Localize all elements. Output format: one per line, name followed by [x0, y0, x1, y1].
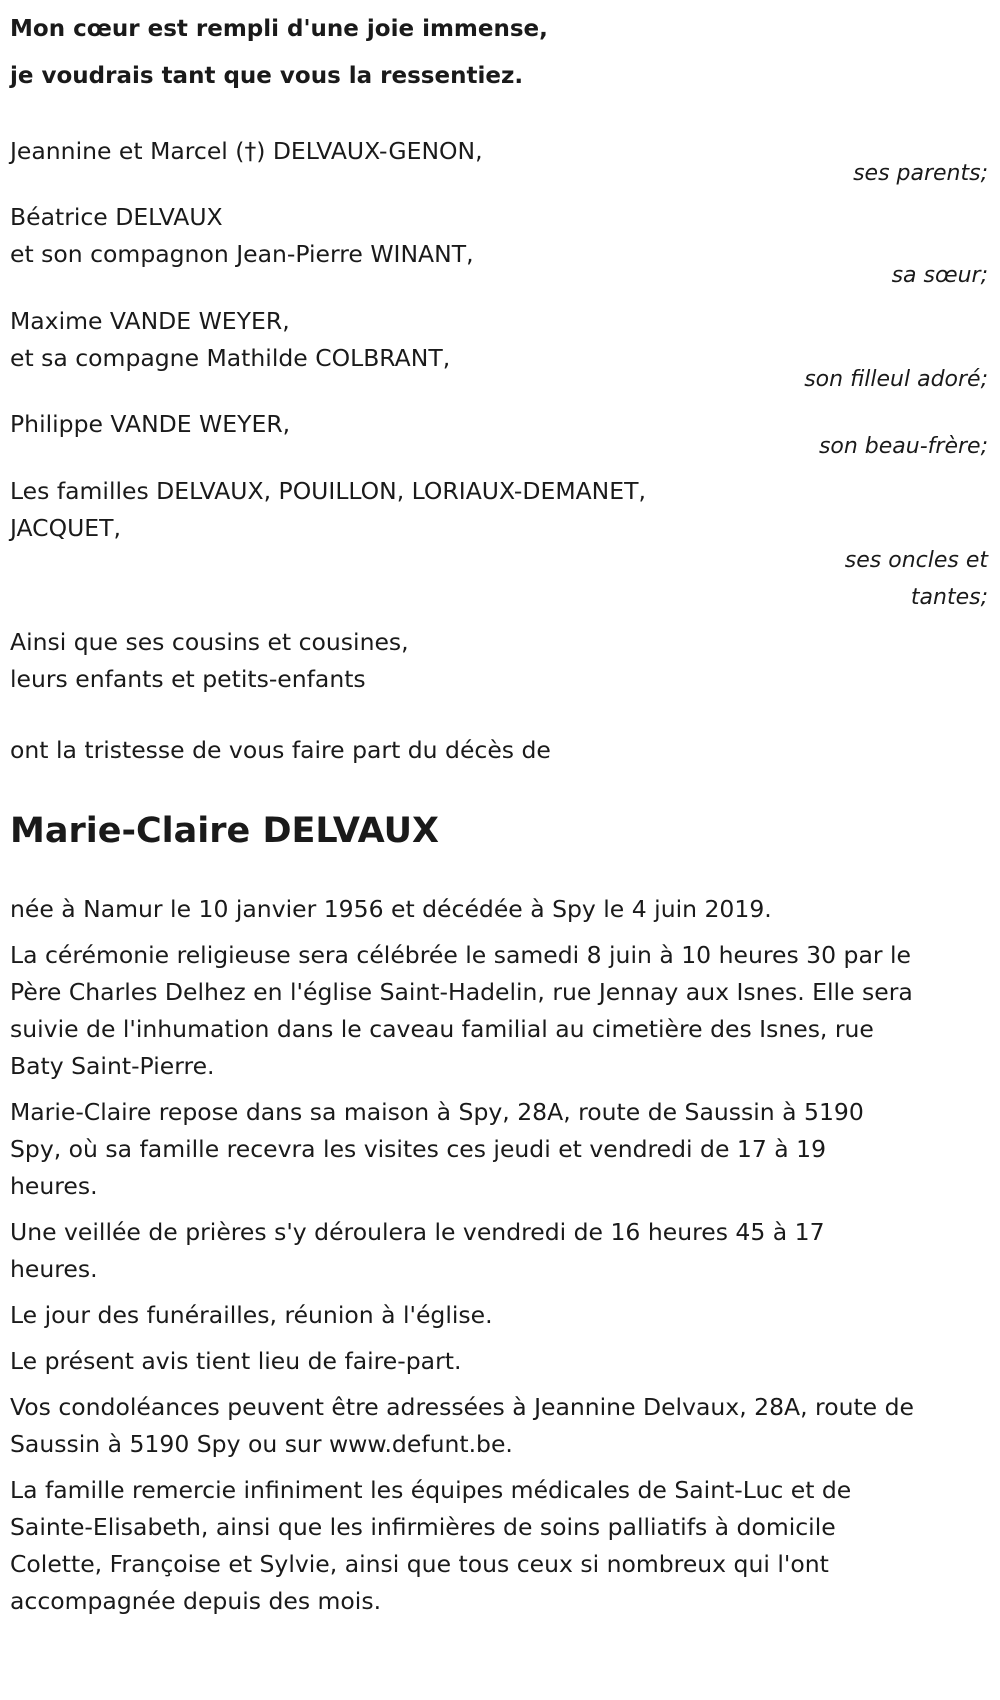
family-role: son beau-frère; — [818, 434, 988, 459]
family-name-line: Maxime VANDE WEYER, — [10, 307, 290, 335]
opening-verse — [10, 0, 990, 100]
family-entry-uncles-aunts — [10, 473, 990, 616]
ceremony-paragraph: La cérémonie religieuse sera célébrée le samedi 8 juin à 10 heures 30 par le Père Charles Delhez en l'église Saint-Hadelin, rue Jennay aux Isnes. Elle sera suivie de l'inhumation dans le caveau familial au cimetière des Isnes, rue Baty Saint-Pierre. — [10, 941, 913, 1080]
cousins-mention — [10, 624, 990, 698]
birth-death-paragraph: née à Namur le 10 janvier 1956 et décédée à Spy le 4 juin 2019. — [10, 895, 772, 923]
family-name-line: et son compagnon Jean-Pierre WINANT, — [10, 240, 474, 268]
verse-line: je voudrais tant que vous la ressentiez. — [10, 63, 524, 89]
family-role: ses parents; — [853, 161, 988, 186]
thanks-paragraph: La famille remercie infiniment les équipes médicales de Saint-Luc et de Sainte-Elisabeth, ainsi que les infirmières de soins palliatifs à domicile Colette, Françoise et Sylvie, ainsi que tous ceux si nombreux qui l'ont accompagnée depuis des mois. — [10, 1476, 852, 1615]
family-role: ses oncles et tantes; — [844, 548, 988, 610]
notice-paragraph: Le présent avis tient lieu de faire-part. — [10, 1347, 462, 1375]
family-name-line: Les familles DELVAUX, POUILLON, LORIAUX-DEMANET, — [10, 477, 646, 505]
family-name-line: Jeannine et Marcel (†) DELVAUX-GENON, — [10, 137, 483, 165]
family-entry-sister — [10, 199, 990, 294]
visitation-paragraph: Marie-Claire repose dans sa maison à Spy, 28A, route de Saussin à 5190 Spy, où sa famille recevra les visites ces jeudi et vendredi de 17 à 19 heures. — [10, 1098, 864, 1200]
announcement-text: ont la tristesse de vous faire part du décès de — [10, 736, 551, 764]
family-name-line: Béatrice DELVAUX — [10, 203, 223, 231]
family-entry-godson — [10, 303, 990, 398]
condolences-paragraph: Vos condoléances peuvent être adressées à Jeannine Delvaux, 28A, route de Saussin à 5190 Spy ou sur www.defunt.be. — [10, 1393, 914, 1458]
verse-line: Mon cœur est rempli d'une joie immense, — [10, 16, 548, 42]
family-list — [10, 133, 990, 616]
family-name-line: JACQUET, — [10, 514, 121, 542]
family-name-line: Philippe VANDE WEYER, — [10, 410, 291, 438]
family-entry-brother-in-law — [10, 406, 990, 465]
vigil-paragraph: Une veillée de prières s'y déroulera le vendredi de 16 heures 45 à 17 heures. — [10, 1218, 825, 1283]
family-name-line: et sa compagne Mathilde COLBRANT, — [10, 344, 451, 372]
deceased-name: Marie-Claire DELVAUX — [10, 811, 440, 851]
meeting-paragraph: Le jour des funérailles, réunion à l'église. — [10, 1301, 493, 1329]
details-section — [10, 891, 915, 1620]
family-entry-parents — [10, 133, 990, 192]
family-role: sa sœur; — [891, 263, 988, 288]
family-role: son filleul adoré; — [804, 367, 988, 392]
cousins-line: leurs enfants et petits-enfants — [10, 665, 366, 693]
cousins-line: Ainsi que ses cousins et cousines, — [10, 628, 409, 656]
